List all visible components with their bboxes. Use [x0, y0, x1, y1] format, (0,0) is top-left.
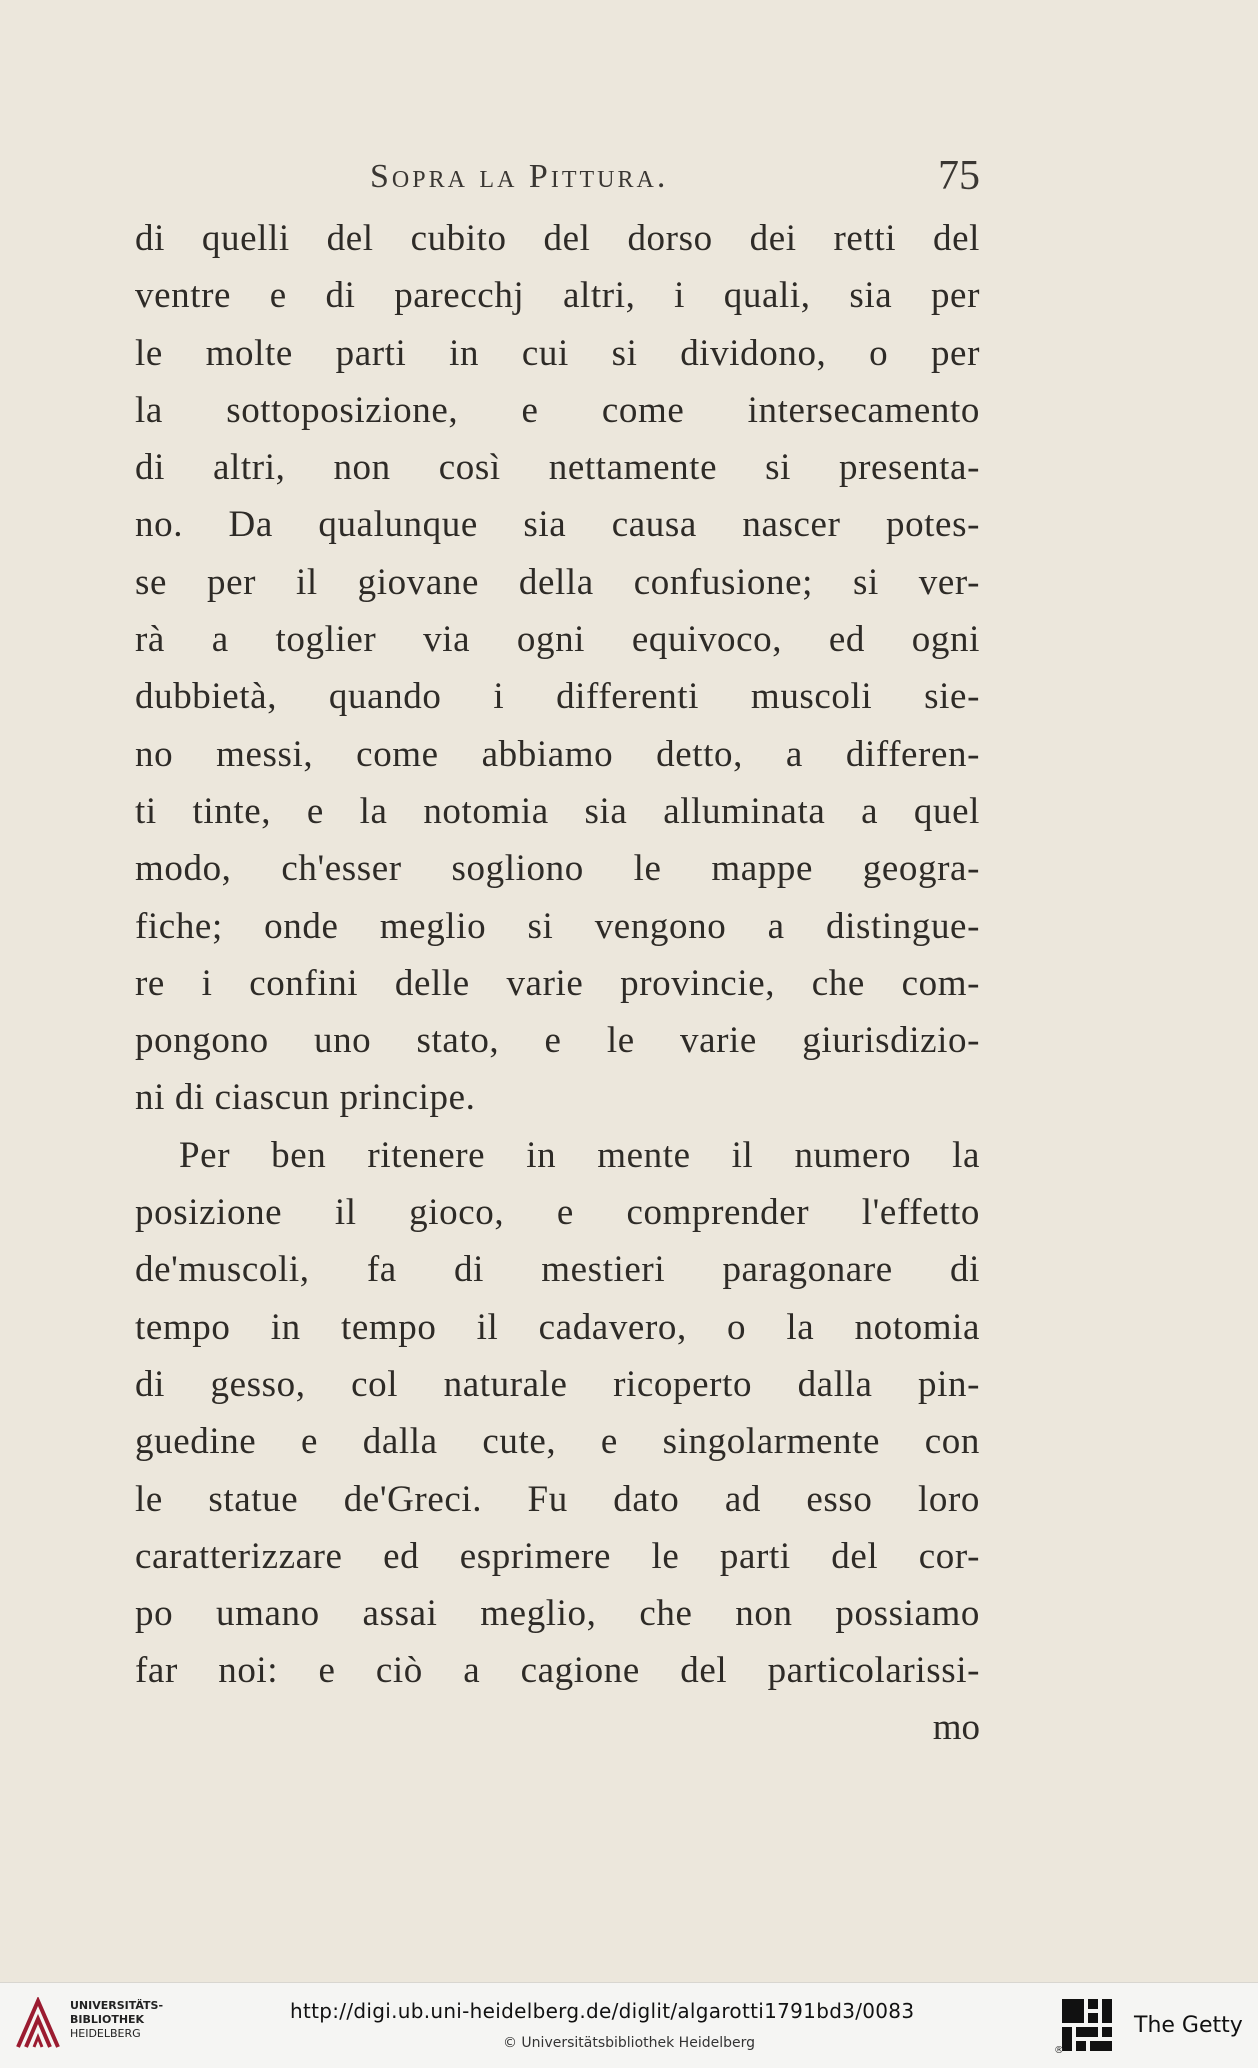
text-line: fiche; onde meglio si vengono a distingue-: [135, 905, 980, 947]
text-line: pongono uno stato, e le varie giurisdizio-: [135, 1020, 980, 1062]
text-line: dubbietà, quando i differenti muscoli sie-: [135, 676, 980, 718]
text-line: le statue de'Greci. Fu dato ad esso loro: [135, 1478, 980, 1520]
catchword: mo: [932, 1707, 980, 1748]
paragraph-start-line: Per ben ritenere in mente il numero la: [179, 1134, 980, 1176]
running-title: Sopra la Pittura.: [370, 158, 669, 195]
page-header: [370, 153, 980, 204]
text-line: modo, ch'esser sogliono le mappe geogra-: [135, 848, 980, 890]
text-line: di quelli del cubito del dorso dei retti del: [135, 218, 980, 259]
text-line: se per il giovane della confusione; si ver-: [135, 561, 980, 603]
text-line: le molte parti in cui si dividono, o per: [135, 332, 980, 374]
text-line: la sottoposizione, e come intersecamento: [135, 389, 980, 431]
registered-mark: ®: [1054, 2045, 1064, 2056]
text-line: no. Da qualunque sia causa nascer potes-: [135, 504, 980, 546]
text-line: no messi, come abbiamo detto, a differen-: [135, 733, 980, 775]
text-line: re i confini delle varie provincie, che com-: [135, 962, 980, 1004]
text-line: ventre e di parecchj altri, i quali, sia per: [135, 275, 980, 317]
text-line: ni di ciascun principe.: [135, 1077, 476, 1119]
text-line: posizione il gioco, e comprender l'effetto: [135, 1192, 980, 1234]
body-text: [135, 210, 980, 1700]
partner-name: The Getty: [1134, 2013, 1243, 2038]
permalink-url[interactable]: http://digi.ub.uni-heidelberg.de/diglit/algarotti1791bd3/0083: [290, 1999, 915, 2023]
library-name-line: BIBLIOTHEK: [70, 2013, 145, 2026]
text-line: de'muscoli, fa di mestieri paragonare di: [135, 1249, 980, 1291]
footer-bar: [0, 1982, 1258, 2068]
copyright-notice: © Universitätsbibliothek Heidelberg: [502, 2035, 755, 2051]
text-line: rà a toglier via ogni equivoco, ed ogni: [135, 619, 980, 661]
text-line: po umano assai meglio, che non possiamo: [135, 1593, 980, 1635]
text-line: tempo in tempo il cadavero, o la notomia: [135, 1306, 980, 1348]
page-number: 75: [938, 153, 980, 199]
text-line: di altri, non così nettamente si presenta-: [135, 447, 980, 489]
text-line: far noi: e ciò a cagione del particolarissi-: [135, 1650, 980, 1692]
text-line: ti tinte, e la notomia sia alluminata a quel: [135, 790, 980, 832]
text-line: di gesso, col naturale ricoperto dalla pin-: [135, 1363, 980, 1405]
library-name-line: UNIVERSITÄTS-: [70, 1999, 164, 2012]
text-line: guedine e dalla cute, e singolarmente con: [135, 1421, 980, 1463]
getty-logo-icon: [1060, 1997, 1114, 2055]
library-name-line: HEIDELBERG: [70, 2027, 141, 2040]
text-line: caratterizzare ed esprimere le parti del cor-: [135, 1535, 980, 1577]
